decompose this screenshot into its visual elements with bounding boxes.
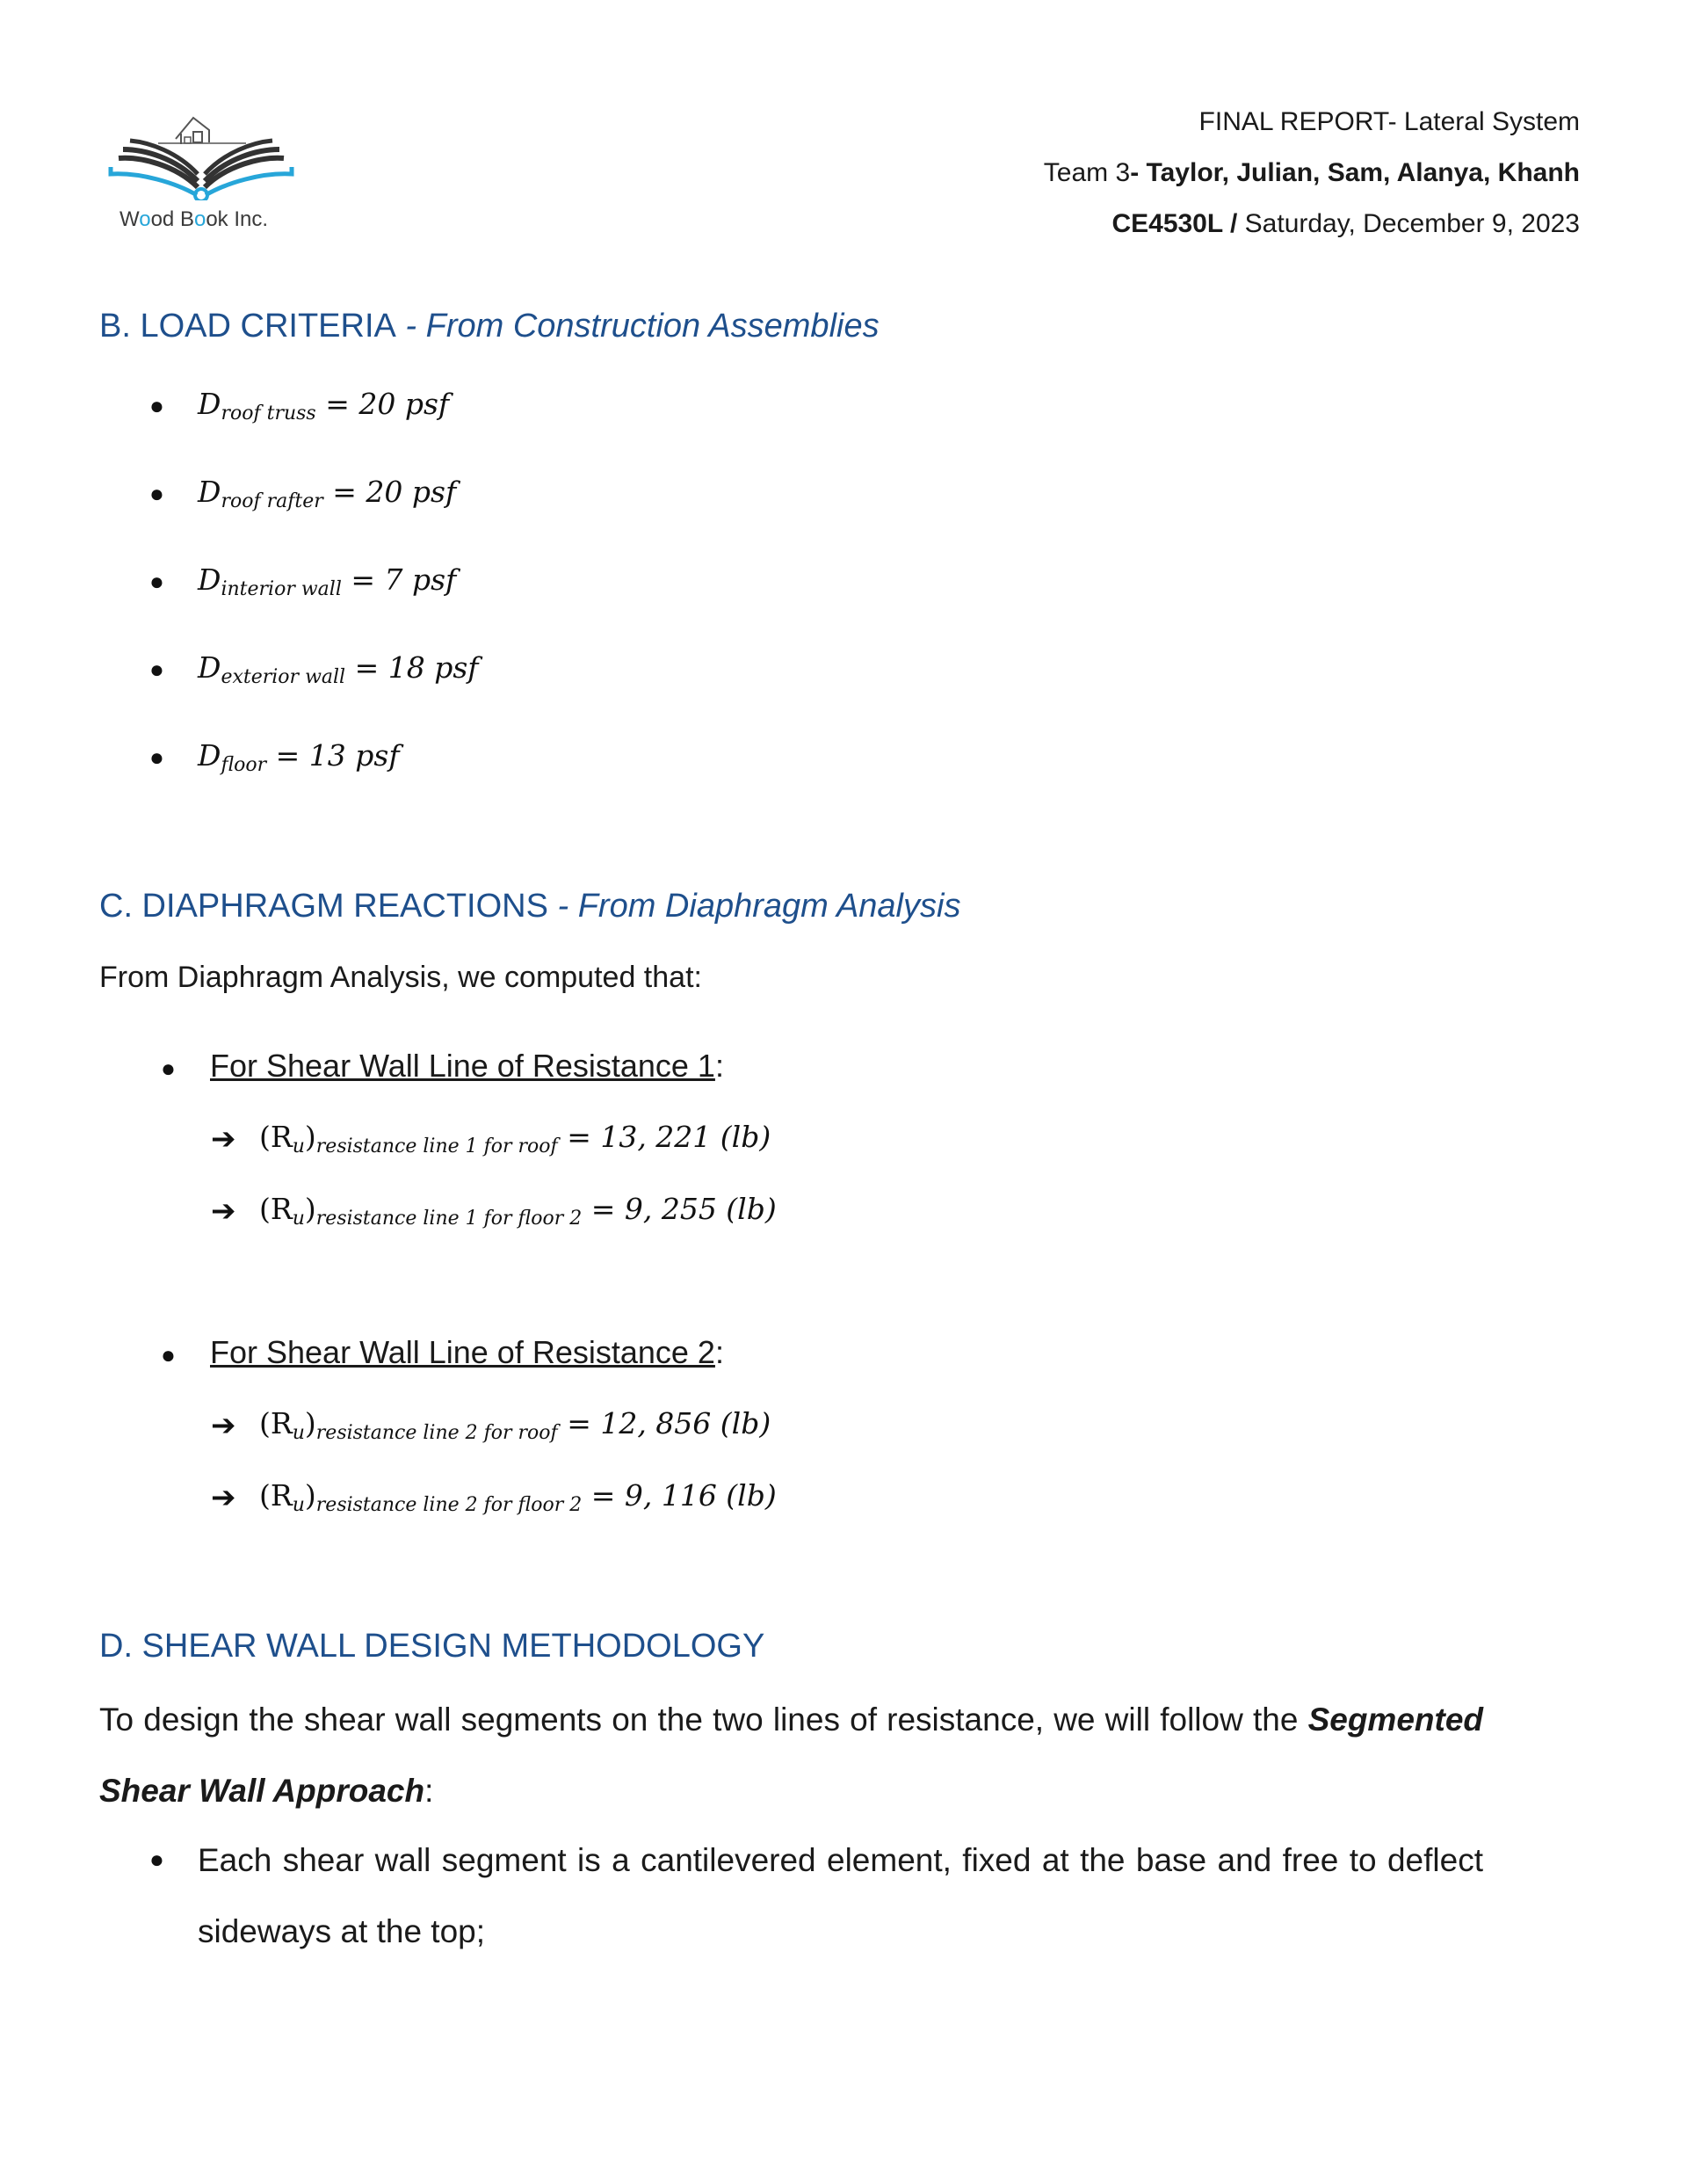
methodology-paragraph-line-2: Shear Wall Approach: xyxy=(99,1773,434,1809)
bullet-icon: ● xyxy=(149,568,164,595)
bullet-icon: ● xyxy=(149,392,164,419)
load-criteria-item: $D_{roof rafter} = 20$ psf xyxy=(198,475,457,512)
bullet-icon: ● xyxy=(161,1341,176,1368)
reaction-equation: $(R_u)_{resistance line 2 for roof} = 12$, 856 (lb) xyxy=(259,1406,771,1444)
logo-wordmark: Wood Book Inc. xyxy=(119,207,269,231)
load-criteria-item: $D_{exterior wall} = 18$ psf xyxy=(198,650,479,688)
reaction-equation: $(R_u)_{resistance line 1 for floor 2} = 9$, 255 (lb) xyxy=(259,1192,777,1230)
section-c-heading: C. DIAPHRAGM REACTIONS - From Diaphragm Analysis xyxy=(99,888,961,925)
arrow-right-icon: ➔ xyxy=(211,1194,236,1228)
bullet-icon: ● xyxy=(161,1055,176,1082)
load-criteria-item: $D_{interior wall} = 7$ psf xyxy=(198,562,457,600)
company-logo xyxy=(105,104,299,244)
arrow-right-icon: ➔ xyxy=(211,1122,236,1156)
bullet-icon: ● xyxy=(149,480,164,507)
methodology-bullet-line-1: Each shear wall segment is a cantilevered element, fixed at the base and free to deflect xyxy=(198,1842,1483,1878)
methodology-paragraph-line-1: To design the shear wall segments on the two lines of resistance, we will follow the Segmented xyxy=(99,1701,1484,1738)
load-criteria-item: $D_{roof truss} = 20$ psf xyxy=(198,387,450,424)
section-d-heading: D. SHEAR WALL DESIGN METHODOLOGY xyxy=(99,1628,765,1665)
methodology-bullet-line-2: sideways at the top; xyxy=(198,1913,486,1949)
load-criteria-item: $D_{floor} = 13$ psf xyxy=(198,738,400,776)
section-c-intro: From Diaphragm Analysis, we computed that: xyxy=(99,961,702,994)
bullet-icon: ● xyxy=(149,656,164,683)
course-date-line: CE4530L / Saturday, December 9, 2023 xyxy=(1111,209,1580,238)
reaction-equation: $(R_u)_{resistance line 2 for floor 2} = 9$, 116 (lb) xyxy=(259,1478,777,1516)
bullet-icon: ● xyxy=(149,744,164,771)
resistance-line-heading: For Shear Wall Line of Resistance 2: xyxy=(210,1334,724,1370)
book-house-logo-icon xyxy=(105,104,299,200)
arrow-right-icon: ➔ xyxy=(211,1481,236,1514)
section-b-heading: B. LOAD CRITERIA - From Construction Assemblies xyxy=(99,308,880,345)
reaction-equation: $(R_u)_{resistance line 1 for roof} = 13$, 221 (lb) xyxy=(259,1120,771,1157)
team-line: Team 3- Taylor, Julian, Sam, Alanya, Khanh xyxy=(1043,158,1580,187)
resistance-line-heading: For Shear Wall Line of Resistance 1: xyxy=(210,1048,724,1084)
report-title: FINAL REPORT- Lateral System xyxy=(1198,107,1580,136)
arrow-right-icon: ➔ xyxy=(211,1409,236,1442)
bullet-icon: ● xyxy=(149,1846,164,1873)
